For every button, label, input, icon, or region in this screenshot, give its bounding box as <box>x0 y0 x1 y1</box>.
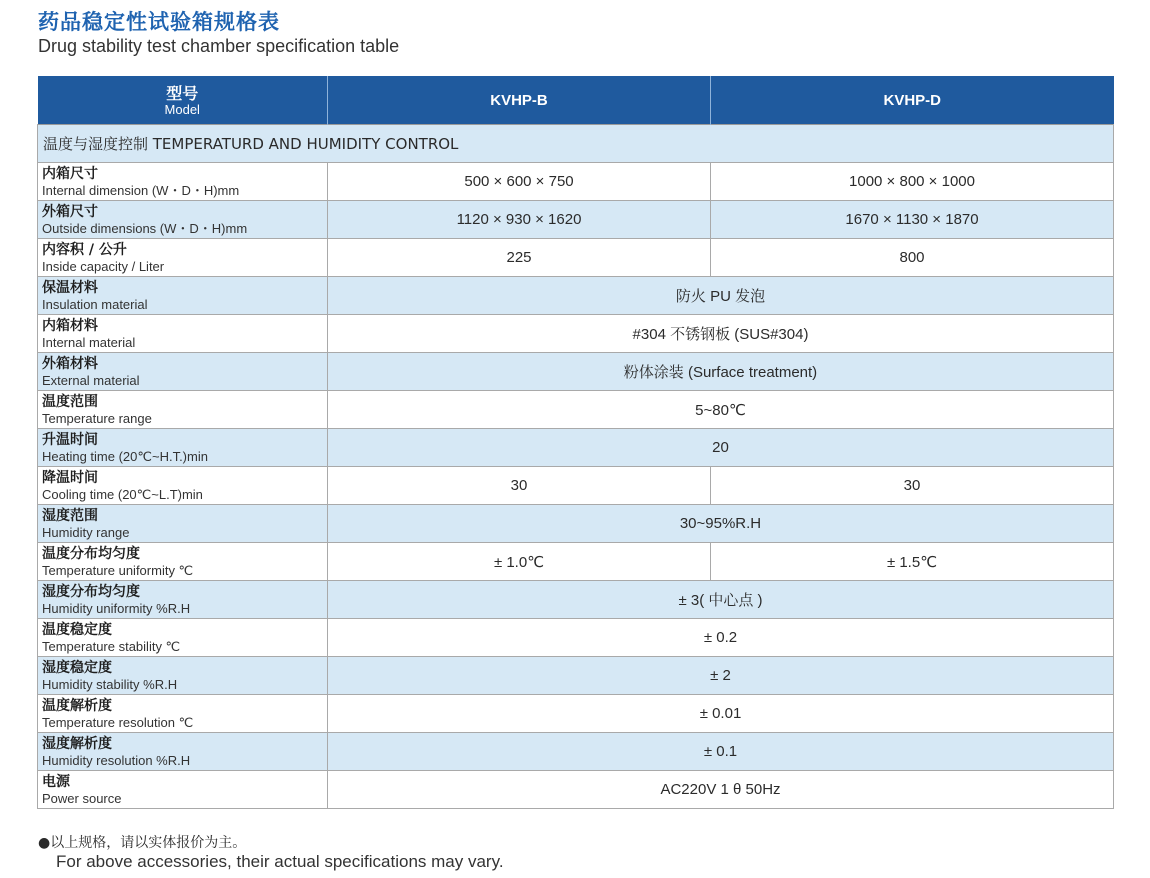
row-label-en: Temperature stability ℃ <box>42 638 181 654</box>
row-value-shared: 20 <box>328 429 1114 467</box>
row-label-cn: 湿度解析度 <box>42 735 112 752</box>
row-label-en: Humidity stability %R.H <box>42 676 178 692</box>
row-label-en: Power source <box>42 790 122 806</box>
row-label <box>38 657 328 695</box>
row-label-cn: 温度范围 <box>42 393 98 410</box>
page-subtitle: Drug stability test chamber specification table <box>38 36 400 56</box>
row-label-cn: 内箱材料 <box>42 317 98 334</box>
row-label-en: Inside capacity / Liter <box>42 258 165 274</box>
row-label <box>38 505 328 543</box>
row-value-shared: ± 0.2 <box>328 619 1114 657</box>
row-label <box>38 619 328 657</box>
row-value-kvhp-d: 30 <box>711 467 1114 505</box>
row-value-shared: #304 不锈钢板 (SUS#304) <box>328 315 1114 353</box>
row-label-cn: 电源 <box>42 773 70 790</box>
row-value-kvhp-d: ± 1.5℃ <box>711 543 1114 581</box>
table-row <box>38 353 1114 391</box>
table-row <box>38 695 1114 733</box>
row-value-shared: ± 0.01 <box>328 695 1114 733</box>
section-row <box>38 125 1114 163</box>
row-label-cn: 温度解析度 <box>42 697 112 714</box>
table-row <box>38 201 1114 239</box>
row-value-kvhp-b: 225 <box>328 239 711 277</box>
row-label-en: Temperature resolution ℃ <box>42 714 194 730</box>
row-label-en: Humidity uniformity %R.H <box>42 600 191 616</box>
table-body <box>38 125 1114 809</box>
row-label <box>38 315 328 353</box>
row-value-shared: ± 0.1 <box>328 733 1114 771</box>
row-value-kvhp-d: 800 <box>711 239 1114 277</box>
row-label-en: Temperature range <box>42 410 152 426</box>
table-row <box>38 467 1114 505</box>
footnote-cn: ●以上规格，请以实体报价为主。 <box>38 835 247 851</box>
row-value-kvhp-d: 1670 × 1130 × 1870 <box>711 201 1114 239</box>
table-row <box>38 163 1114 201</box>
table-header-row <box>38 76 1114 125</box>
row-label-cn: 温度分布均匀度 <box>42 545 140 562</box>
header-model-cn: 型号 <box>166 83 199 103</box>
table-row <box>38 771 1114 809</box>
table-row <box>38 391 1114 429</box>
row-label <box>38 277 328 315</box>
table-row <box>38 277 1114 315</box>
row-label <box>38 581 328 619</box>
row-label-en: Internal dimension (W・D・H)mm <box>42 182 240 198</box>
table-row <box>38 239 1114 277</box>
row-label-en: Outside dimensions (W・D・H)mm <box>42 220 248 236</box>
table-row <box>38 429 1114 467</box>
row-label-cn: 降温时间 <box>42 469 98 486</box>
table-row <box>38 543 1114 581</box>
row-label-en: External material <box>42 372 140 388</box>
row-value-shared: 30~95%R.H <box>328 505 1114 543</box>
table-row <box>38 733 1114 771</box>
row-label-en: Cooling time (20℃~L.T)min <box>42 486 203 502</box>
table-row <box>38 505 1114 543</box>
row-label-cn: 内容积 / 公升 <box>42 241 127 258</box>
row-label <box>38 201 328 239</box>
row-label-en: Humidity range <box>42 524 130 540</box>
row-label <box>38 163 328 201</box>
row-label-en: Internal material <box>42 334 136 350</box>
row-label-cn: 升温时间 <box>42 431 98 448</box>
row-label-cn: 温度稳定度 <box>42 621 112 638</box>
row-label-cn: 外箱尺寸 <box>42 203 98 220</box>
row-value-shared: ± 2 <box>328 657 1114 695</box>
row-label-cn: 保温材料 <box>42 279 98 296</box>
row-value-shared: ± 3( 中心点 ) <box>328 581 1114 619</box>
page-title: 药品稳定性试验箱规格表 <box>38 10 280 34</box>
footnote-en: For above accessories, their actual specifications may vary. <box>56 852 504 871</box>
row-value-shared: AC220V 1 θ 50Hz <box>328 771 1114 809</box>
row-label-cn: 湿度分布均匀度 <box>42 583 140 600</box>
spec-table <box>37 76 1114 809</box>
header-model-en: Model <box>164 101 200 117</box>
row-value-kvhp-b: 30 <box>328 467 711 505</box>
row-label-cn: 外箱材料 <box>42 355 98 372</box>
table-row <box>38 315 1114 353</box>
row-value-shared: 粉体涂装 (Surface treatment) <box>328 353 1114 391</box>
table-row <box>38 581 1114 619</box>
row-value-shared: 5~80℃ <box>328 391 1114 429</box>
row-label <box>38 467 328 505</box>
row-value-shared: 防火 PU 发泡 <box>328 277 1114 315</box>
row-label <box>38 429 328 467</box>
row-label-en: Heating time (20℃~H.T.)min <box>42 448 208 464</box>
header-kvhp-b: KVHP-B <box>328 76 711 125</box>
table-row <box>38 657 1114 695</box>
table-row <box>38 619 1114 657</box>
row-value-kvhp-b: ± 1.0℃ <box>328 543 711 581</box>
row-label <box>38 391 328 429</box>
row-label-en: Temperature uniformity ℃ <box>42 562 194 578</box>
header-kvhp-d: KVHP-D <box>711 76 1114 125</box>
section-title: 温度与湿度控制 TEMPERATURD AND HUMIDITY CONTROL <box>38 125 1114 163</box>
row-label <box>38 771 328 809</box>
row-value-kvhp-b: 1120 × 930 × 1620 <box>328 201 711 239</box>
row-label-en: Insulation material <box>42 296 148 312</box>
row-label <box>38 239 328 277</box>
row-label-cn: 湿度稳定度 <box>42 659 112 676</box>
row-label <box>38 353 328 391</box>
row-value-kvhp-d: 1000 × 800 × 1000 <box>711 163 1114 201</box>
row-label <box>38 733 328 771</box>
row-label-en: Humidity resolution %R.H <box>42 752 191 768</box>
row-value-kvhp-b: 500 × 600 × 750 <box>328 163 711 201</box>
header-model <box>38 76 328 125</box>
row-label <box>38 543 328 581</box>
row-label-cn: 湿度范围 <box>42 507 98 524</box>
row-label <box>38 695 328 733</box>
row-label-cn: 内箱尺寸 <box>42 165 98 182</box>
